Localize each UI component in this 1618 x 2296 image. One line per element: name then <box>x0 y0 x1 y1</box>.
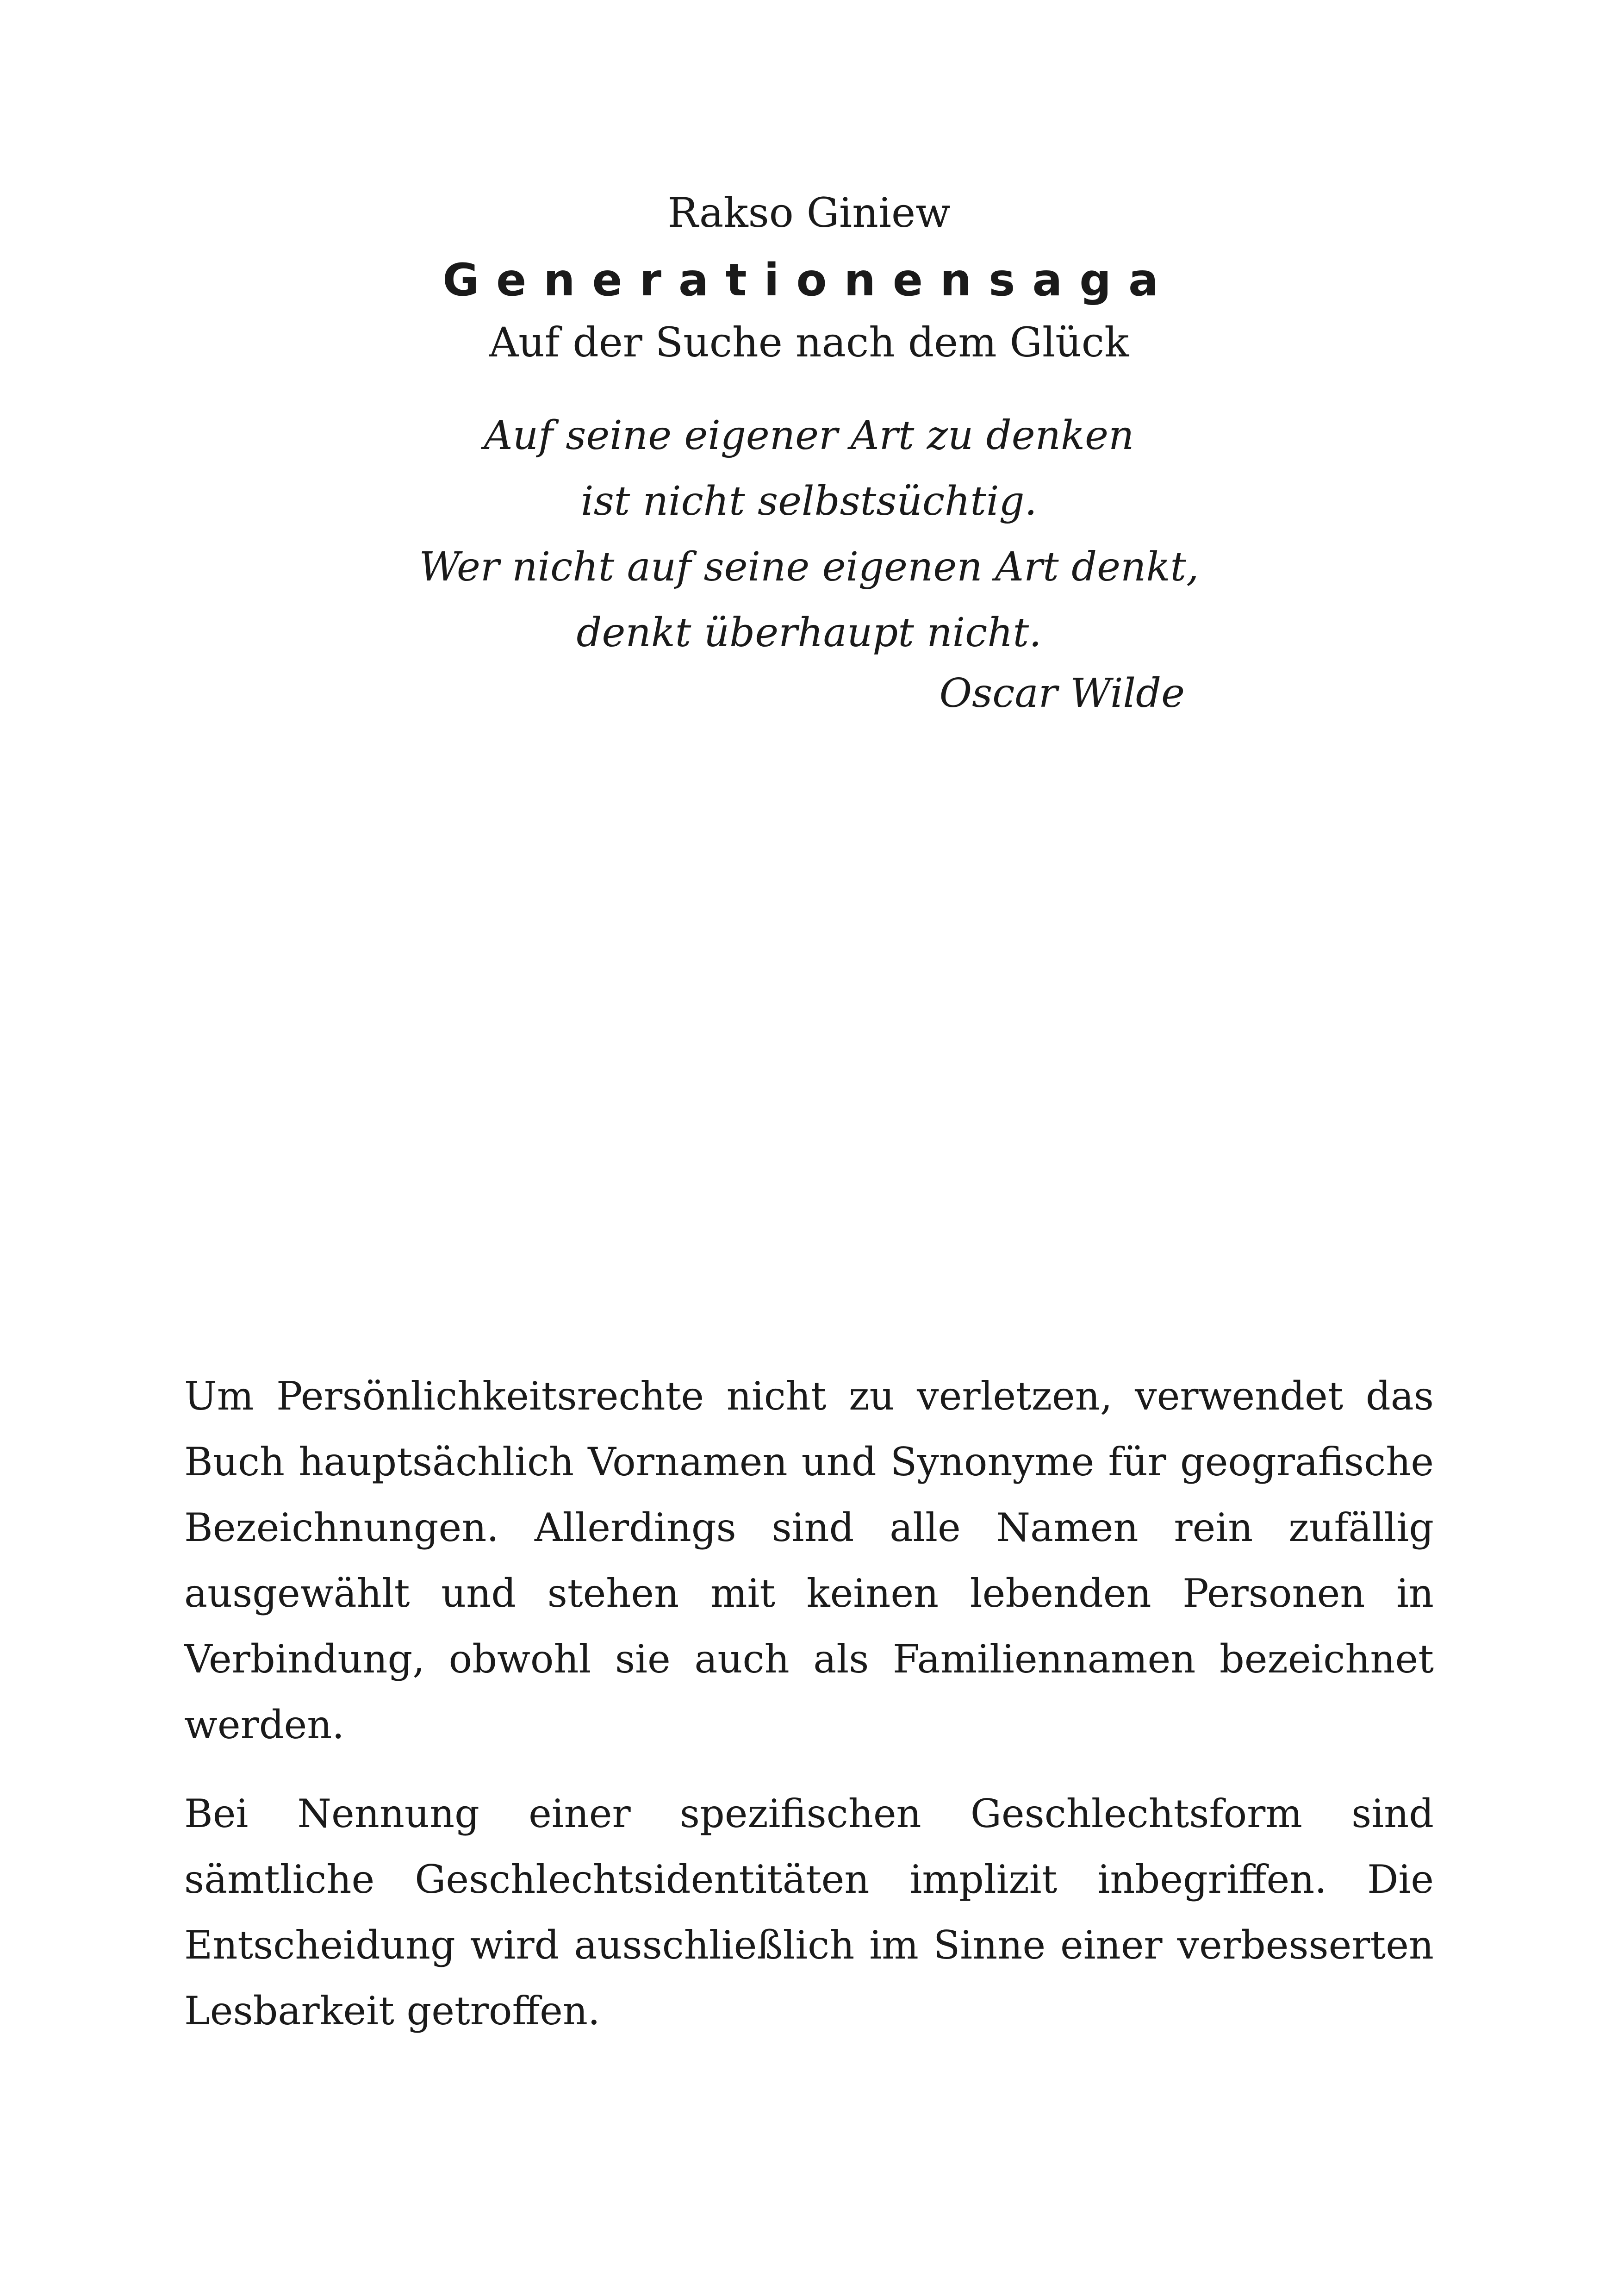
epigraph-line: Auf seine eigener Art zu denken <box>484 412 1134 459</box>
book-title: Generationensaga <box>442 254 1176 306</box>
epigraph-quote <box>0 403 1618 666</box>
author-name: Rakso Giniew <box>667 189 951 237</box>
epigraph-attribution: Oscar Wilde <box>939 670 1185 717</box>
book-subtitle: Auf der Suche nach dem Glück <box>489 318 1129 366</box>
epigraph-line: ist nicht selbstsüchtig. <box>581 478 1037 524</box>
disclaimer-paragraph: Um Persönlichkeitsrechte nicht zu verletzen, verwendet das Buch hauptsächlich Vornamen und Synonyme für geografische Bezeichnungen. Allerdings sind alle Namen rein zufällig ausgewählt und stehen mit keinen lebenden Personen in Verbindung, obwohl sie auch als Familiennamen bezeichnet werden. <box>184 1373 1434 1747</box>
disclaimer-paragraph: Bei Nennung einer spezifischen Geschlechtsform sind sämtliche Geschlechtsidentitäten implizit inbegriffen. Die Entscheidung wird ausschließlich im Sinne einer verbesserten Lesbarkeit getroffen. <box>184 1791 1434 2034</box>
epigraph-line: denkt überhaupt nicht. <box>576 610 1042 656</box>
disclaimer-notes <box>184 1363 1434 2067</box>
epigraph-line: Wer nicht auf seine eigenen Art denkt, <box>419 544 1199 590</box>
